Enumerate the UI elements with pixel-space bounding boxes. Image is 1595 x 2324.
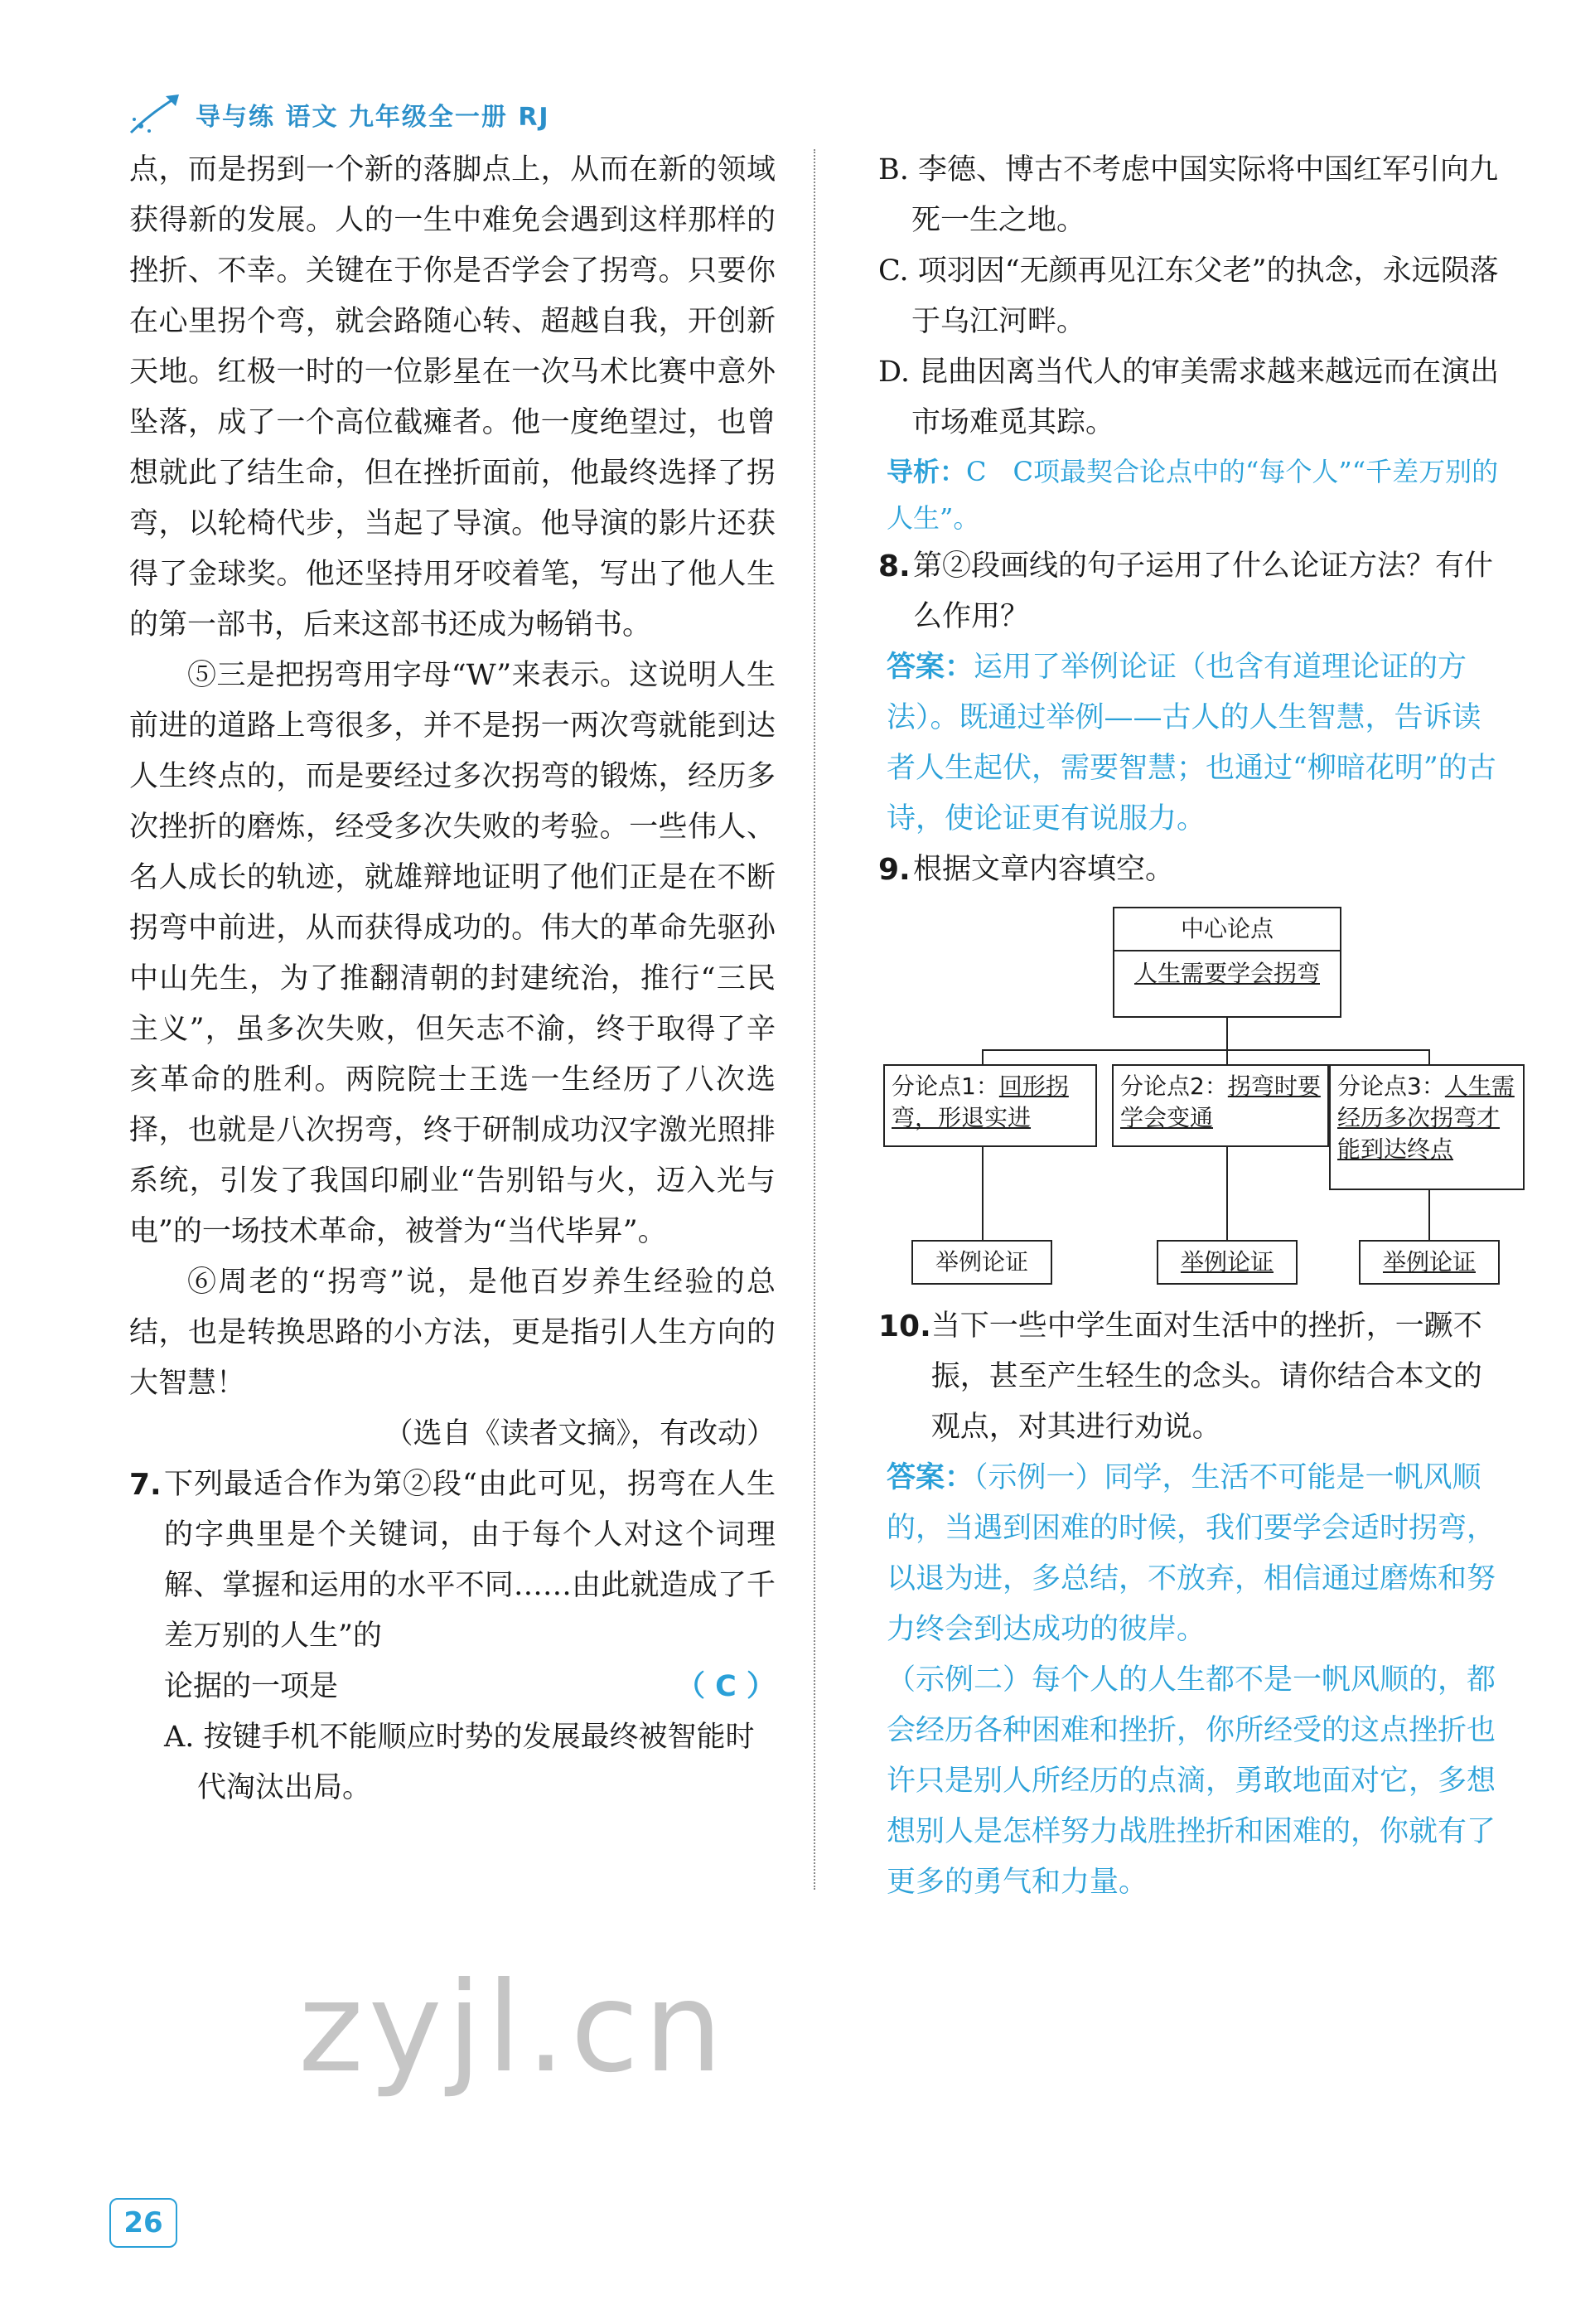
connector-line <box>1226 1147 1228 1240</box>
method-2-value: 举例论证 <box>1180 1248 1274 1276</box>
header-title: 导与练 语文 九年级全一册 RJ <box>196 103 550 132</box>
question-number: 9. <box>878 853 911 887</box>
guide-text: C C项最契合论点中的“每个人”“千差万别的人生”。 <box>887 456 1499 534</box>
answer-10-example-1 <box>878 1453 1508 1655</box>
watermark: zyjl.cn <box>298 1956 728 2100</box>
answer-label: 答案： <box>887 1461 974 1494</box>
connector-line <box>1226 1018 1228 1049</box>
source-note: （选自《读者文摘》，有改动） <box>384 1417 776 1450</box>
question-number: 10. <box>878 1310 931 1344</box>
sub-argument-2-label: 分论点2： <box>1120 1072 1228 1100</box>
guide-label: 导析： <box>887 456 967 487</box>
option-b: B. 李德、博古不考虑中国实际将中国红军引向九死一生之地。 <box>878 153 1498 237</box>
connector-line <box>1428 1190 1430 1240</box>
right-column <box>878 145 1515 1908</box>
page-header <box>124 90 550 139</box>
connector-line <box>1226 1049 1228 1064</box>
method-1-value: 举例论证 <box>935 1248 1028 1276</box>
connector-line <box>982 1049 984 1064</box>
answer-bracket: （ C ） <box>675 1670 776 1703</box>
column-divider <box>814 149 815 1890</box>
answer-label: 答案： <box>887 651 974 684</box>
sub-argument-2-box <box>1112 1064 1329 1147</box>
question-text-end: 论据的一项是 <box>164 1670 339 1703</box>
option-c: C. 项羽因“无颜再见江东父老”的执念，永远陨落于乌江河畔。 <box>878 254 1499 338</box>
center-thesis-value: 人生需要学会拐弯 <box>1133 960 1320 987</box>
center-thesis-title: 中心论点 <box>1180 915 1274 942</box>
option-a: A. 按键手机不能顺应时势的发展最终被智能时代淘汰出局。 <box>164 1721 755 1804</box>
answer-text: （示例一）同学，生活不可能是一帆风顺的，当遇到困难的时候，我们要学会适时拐弯，以退为进，多总结，不放弃，相信通过磨炼和努力终会到达成功的彼岸。 <box>887 1461 1496 1646</box>
paragraph-4-continued: 点，而是拐到一个新的落脚点上，从而在新的领域获得新的发展。人的一生中难免会遇到这样那样的挫折、不幸。关键在于你是否学会了拐弯。只要你在心里拐个弯，就会路随心转、超越自我，开创新天地。红极一时的一位影星在一次马术比赛中意外坠落，成了一个高位截瘫者。他一度绝望过，也曾想就此了结生命，但在挫折面前，他最终选择了拐弯，以轮椅代步，当起了导演。他导演的影片还获得了金球奖。他还坚持用牙咬着笔，写出了他人生的第一部书，后来这部书还成为畅销书。 <box>129 153 776 642</box>
connector-line <box>982 1049 1429 1051</box>
option-d: D. 昆曲因离当代人的审美需求越来越远而在演出市场难觅其踪。 <box>878 356 1500 439</box>
question-7 <box>129 1460 776 1813</box>
question-9 <box>878 845 1508 895</box>
method-2-box <box>1157 1240 1298 1285</box>
argument-structure-diagram <box>878 900 1515 1298</box>
answer-10-example-2: （示例二）每个人的人生都不是一帆风顺的，都会经历各种困难和挫折，你所经受的这点挫折也许只是别人所经历的点滴，勇敢地面对它，多想想别人是怎样努力战胜挫折和困难的，你就有了更多的勇气和力量。 <box>887 1663 1496 1899</box>
paragraph-6: ⑥周老的“拐弯”说，是他百岁养生经验的总结，也是转换思路的小方法，更是指引人生方向的大智慧！ <box>129 1266 776 1400</box>
sub-argument-1-value: 回形拐弯，形退实进 <box>892 1072 1069 1131</box>
question-number: 7. <box>129 1468 162 1502</box>
page-number: 26 <box>109 2198 177 2248</box>
question-number: 8. <box>878 550 911 583</box>
question-text: 下列最适合作为第②段“由此可见，拐弯在人生的字典里是个关键词，由于每个人对这个词理解、掌握和运用的水平不同……由此就造成了千差万别的人生”的 <box>164 1468 776 1653</box>
sub-argument-1-box <box>883 1064 1097 1147</box>
question-10 <box>878 1301 1508 1453</box>
answer-text: 运用了举例论证（也含有道理论证的方法）。既通过举例——古人的人生智慧，告诉读者人生起伏，需要智慧；也通过“柳暗花明”的古诗，使论证更有说服力。 <box>887 651 1496 835</box>
center-thesis-box <box>1113 907 1341 1018</box>
rocket-logo-icon <box>124 90 191 139</box>
connector-line <box>1428 1049 1430 1064</box>
question-8 <box>878 541 1508 642</box>
paragraph-5: ⑤三是把拐弯用字母“W”来表示。这说明人生前进的道路上弯很多，并不是拐一两次弯就能到达人生终点的，而是要经过多次拐弯的锻炼，经历多次挫折的磨炼，经受多次失败的考验。一些伟人、名人成长的轨迹，就雄辩地证明了他们正是在不断拐弯中前进，从而获得成功的。伟大的革命先驱孙中山先生，为了推翻清朝的封建统治，推行“三民主义”，虽多次失败，但矢志不渝，终于取得了辛亥革命的胜利。两院院士王选一生经历了八次选择，也就是八次拐弯，终于研制成功汉字激光照排系统，引发了我国印刷业“告别铅与火，迈入光与电”的一场技术革命，被誉为“当代毕昇”。 <box>129 659 776 1248</box>
left-column <box>129 145 776 1813</box>
sub-argument-1-label: 分论点1： <box>892 1072 999 1100</box>
sub-argument-3-box <box>1329 1064 1525 1190</box>
sub-argument-2-value: 拐弯时要学会变通 <box>1120 1072 1321 1131</box>
sub-argument-3-label: 分论点3： <box>1337 1072 1445 1100</box>
sub-argument-3-value: 人生需经历多次拐弯才能到达终点 <box>1337 1072 1515 1163</box>
method-3-box <box>1359 1240 1500 1285</box>
question-text: 根据文章内容填空。 <box>913 853 1175 886</box>
question-text: 第②段画线的句子运用了什么论证方法？有什么作用？ <box>913 550 1494 633</box>
method-1-box <box>911 1240 1052 1285</box>
guide-analysis <box>878 448 1508 541</box>
answer-8 <box>878 642 1508 845</box>
method-3-value: 举例论证 <box>1382 1248 1476 1276</box>
connector-line <box>982 1147 984 1240</box>
question-text: 当下一些中学生面对生活中的挫折，一蹶不振，甚至产生轻生的念头。请你结合本文的观点，对其进行劝说。 <box>930 1310 1482 1444</box>
